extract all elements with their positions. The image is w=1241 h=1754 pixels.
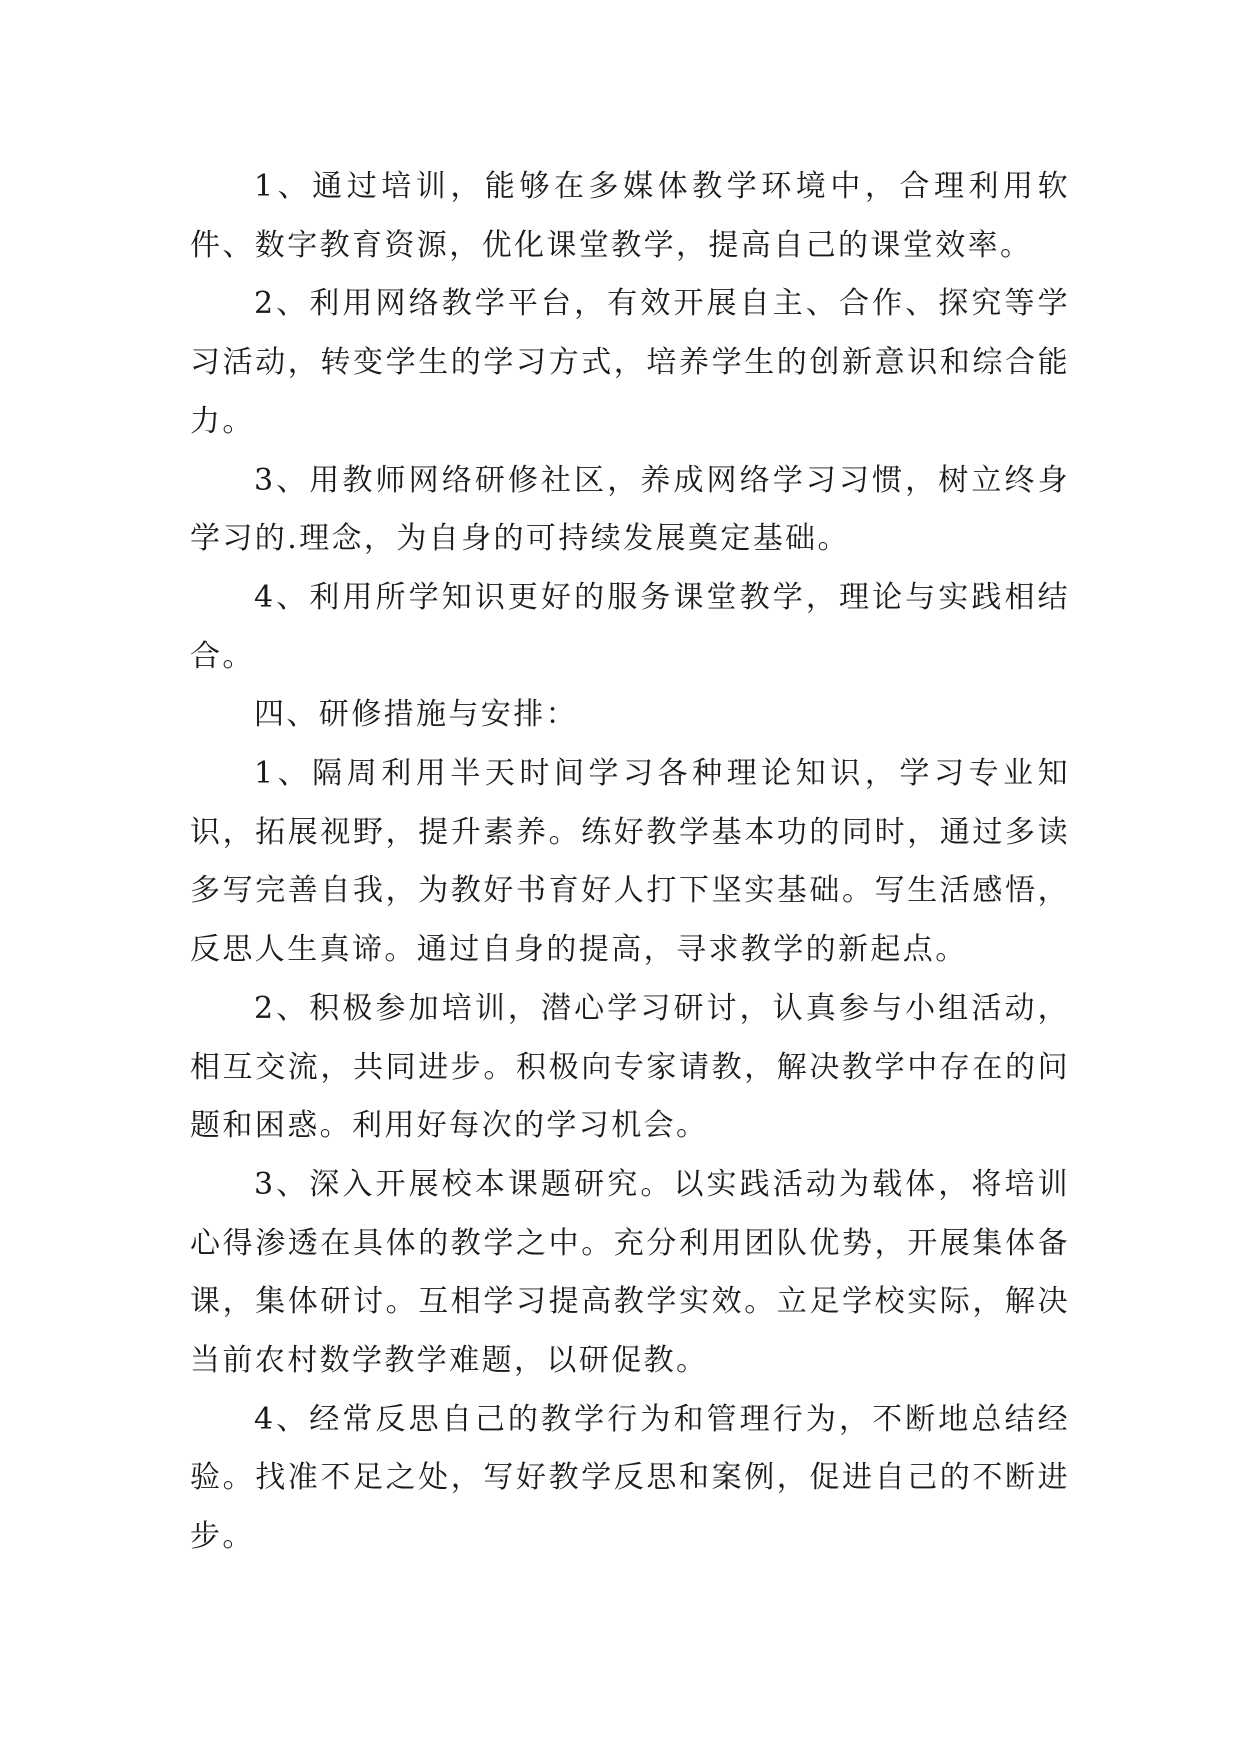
paragraph-measure-3: 3、深入开展校本课题研究。以实践活动为载体，将培训心得渗透在具体的教学之中。充分利用团队优势，开展集体备课，集体研讨。互相学习提高教学实效。立足学校实际，解决当前农村数学教学难题，以研促教。 bbox=[190, 1166, 1070, 1379]
paragraph-measure-2: 2、积极参加培训，潜心学习研讨，认真参与小组活动，相互交流，共同进步。积极向专家请教，解决教学中存在的问题和困惑。利用好每次的学习机会。 bbox=[190, 990, 1070, 1144]
paragraph-goal-4: 4、利用所学知识更好的服务课堂教学，理论与实践相结合。 bbox=[190, 579, 1070, 674]
paragraph-goal-3: 3、用教师网络研修社区，养成网络学习习惯，树立终身学习的.理念，为自身的可持续发展奠定基础。 bbox=[190, 462, 1070, 557]
section-heading: 四、研修措施与安排： bbox=[254, 697, 578, 733]
paragraph-goal-2: 2、利用网络教学平台，有效开展自主、合作、探究等学习活动，转变学生的学习方式，培养学生的创新意识和综合能力。 bbox=[190, 286, 1070, 439]
paragraph-measure-4: 4、经常反思自己的教学行为和管理行为，不断地总结经验。找准不足之处，写好教学反思和案例，促进自己的不断进步。 bbox=[190, 1401, 1070, 1555]
paragraph-goal-1: 1、通过培训，能够在多媒体教学环境中，合理利用软件、数字教育资源，优化课堂教学，提高自己的课堂效率。 bbox=[190, 169, 1070, 263]
document-body bbox=[190, 158, 1070, 1567]
paragraph-measure-1: 1、隔周利用半天时间学习各种理论知识，学习专业知识，拓展视野，提升素养。练好教学基本功的同时，通过多读多写完善自我，为教好书育好人打下坚实基础。写生活感悟，反思人生真谛。通过自身的提高，寻求教学的新起点。 bbox=[190, 756, 1070, 968]
